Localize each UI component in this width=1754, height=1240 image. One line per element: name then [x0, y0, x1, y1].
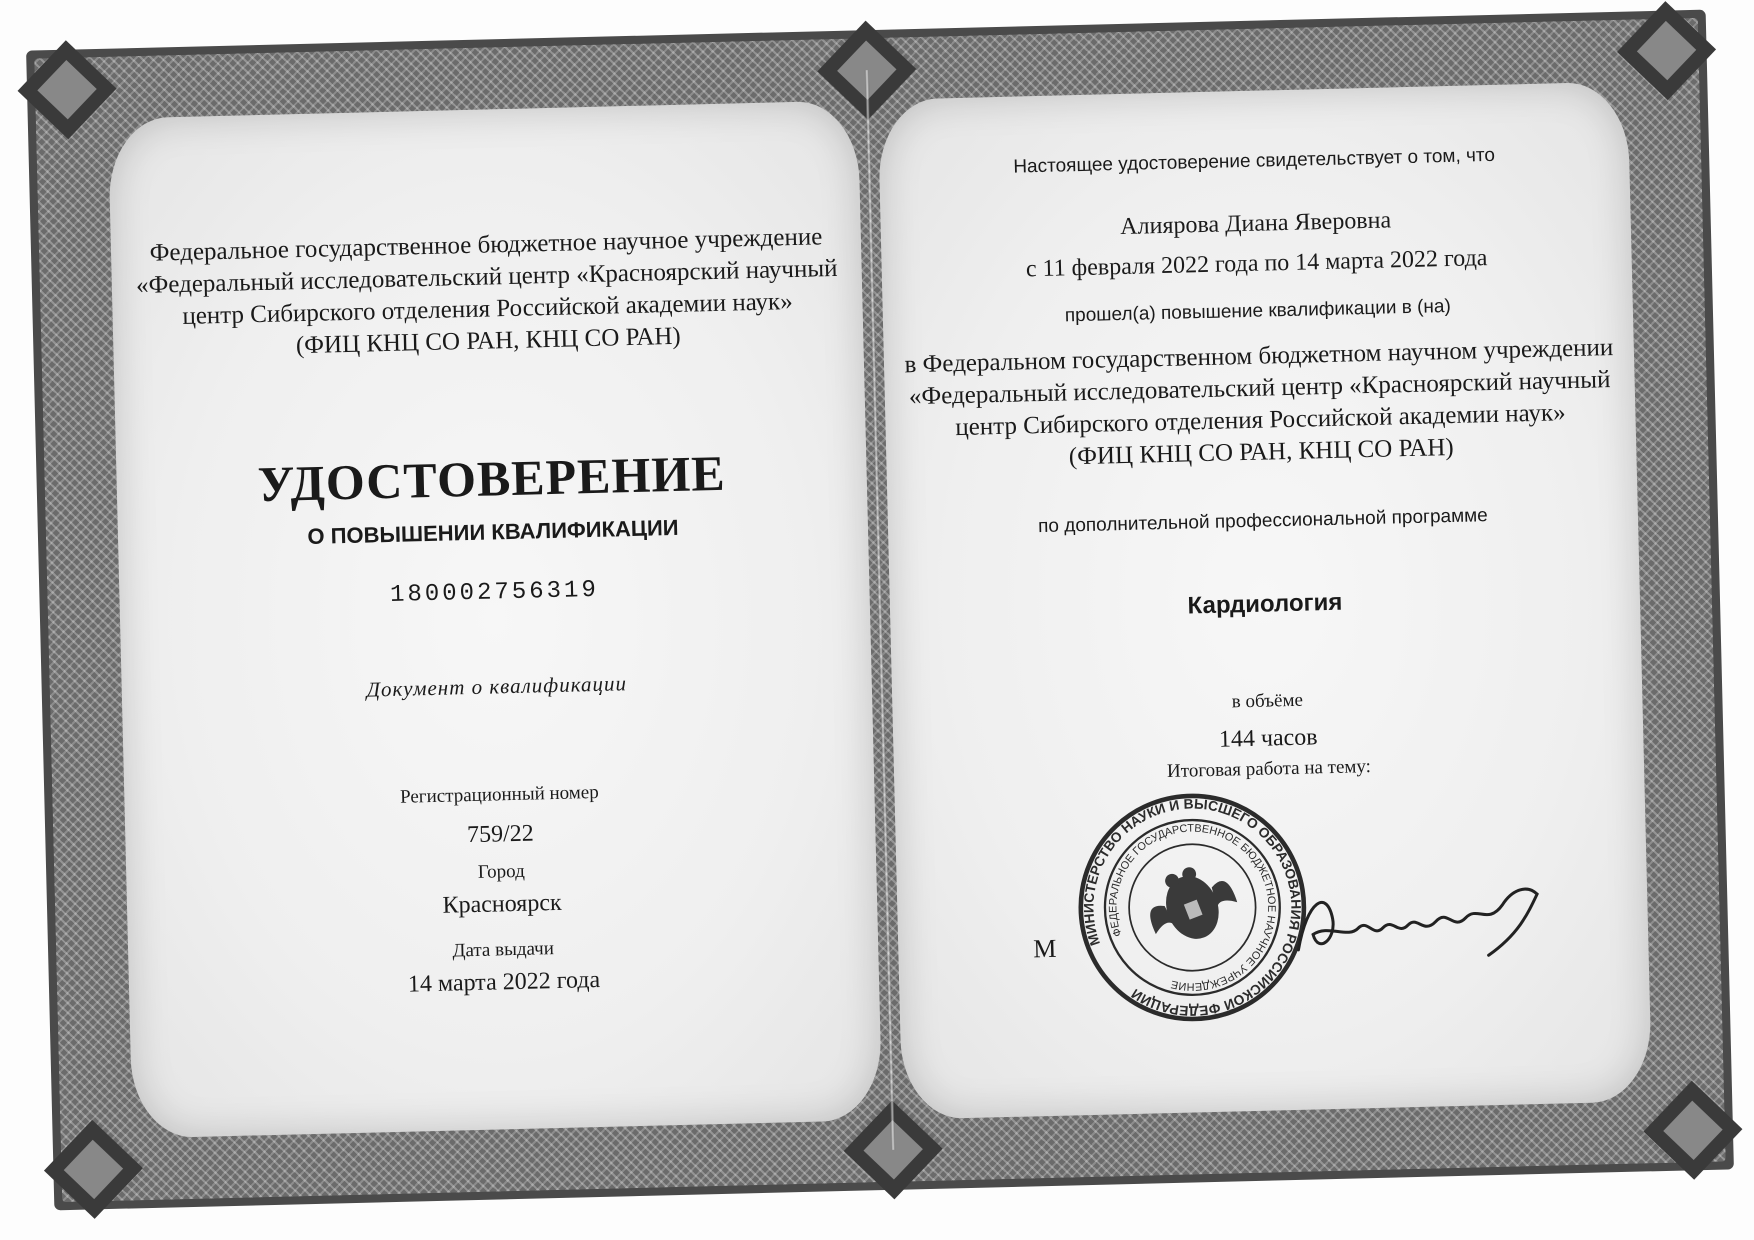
seal-outer-text: МИНИСТЕРСТВО НАУКИ И ВЫСШЕГО ОБРАЗОВАНИЯ РОССИЙСКОЙ ФЕДЕРАЦИИ: [1081, 796, 1304, 1019]
provider-org-line-3: центр Сибирского отделения Российской академии наук»: [955, 399, 1566, 442]
program-name: Кардиология: [1187, 588, 1343, 620]
left-page: [108, 100, 883, 1138]
issuer-org-line-3: центр Сибирского отделения Российской академии наук»: [182, 288, 793, 330]
serial-number: 180002756319: [389, 576, 600, 609]
passed-text: прошел(а) повышение квалификации в (на): [1064, 295, 1452, 327]
city: Красноярск: [442, 889, 562, 919]
intro-text: Настоящее удостоверение свидетельствует о том, что: [1013, 144, 1496, 178]
city-label: Город: [477, 860, 526, 883]
issue-date: 14 марта 2022 года: [407, 966, 601, 998]
reg-number-label: Регистрационный номер: [399, 781, 599, 808]
document-kind: Документ о квалификации: [366, 671, 628, 702]
provider-org-line-1: в Федеральном государственном бюджетном научном учреждении: [904, 334, 1614, 379]
issuer-org-line-4: (ФИЦ КНЦ СО РАН, КНЦ СО РАН): [295, 322, 682, 360]
reg-number: 759/22: [466, 820, 535, 849]
eagle-emblem-icon: [1137, 855, 1245, 953]
volume-label: в объёме: [1231, 689, 1304, 713]
seal-inner-text: ФЕДЕРАЛЬНОЕ ГОСУДАРСТВЕННОЕ БЮДЖЕТНОЕ НАУЧНОЕ УЧРЕЖДЕНИЕ: [1107, 822, 1278, 993]
program-label: по дополнительной профессиональной программе: [1037, 505, 1489, 538]
provider-org-line-2: «Федеральный исследовательский центр «Красноярский научный: [908, 366, 1611, 411]
certificate-subtitle: О ПОВЫШЕНИИ КВАЛИФИКАЦИИ: [307, 514, 679, 549]
signature: [1287, 874, 1549, 980]
issue-date-label: Дата выдачи: [452, 938, 555, 962]
issuer-org-line-1: Федеральное государственное бюджетное научное учреждение: [149, 223, 823, 267]
issuer-org-line-2: «Федеральный исследовательский центр «Красноярский научный: [135, 254, 838, 300]
provider-org-line-4: (ФИЦ КНЦ СО РАН, КНЦ СО РАН): [1068, 433, 1454, 471]
final-work-label: Итоговая работа на тему:: [1166, 756, 1372, 783]
certificate-title: УДОСТОВЕРЕНИЕ: [257, 444, 727, 513]
person-name: Алиярова Диана Яверовна: [1119, 207, 1392, 241]
stamp-letter: М: [1032, 933, 1057, 964]
training-period: с 11 февраля 2022 года по 14 марта 2022 года: [1025, 245, 1488, 283]
certificate-spread: [26, 10, 1734, 1211]
volume-hours: 144 часов: [1218, 724, 1318, 753]
